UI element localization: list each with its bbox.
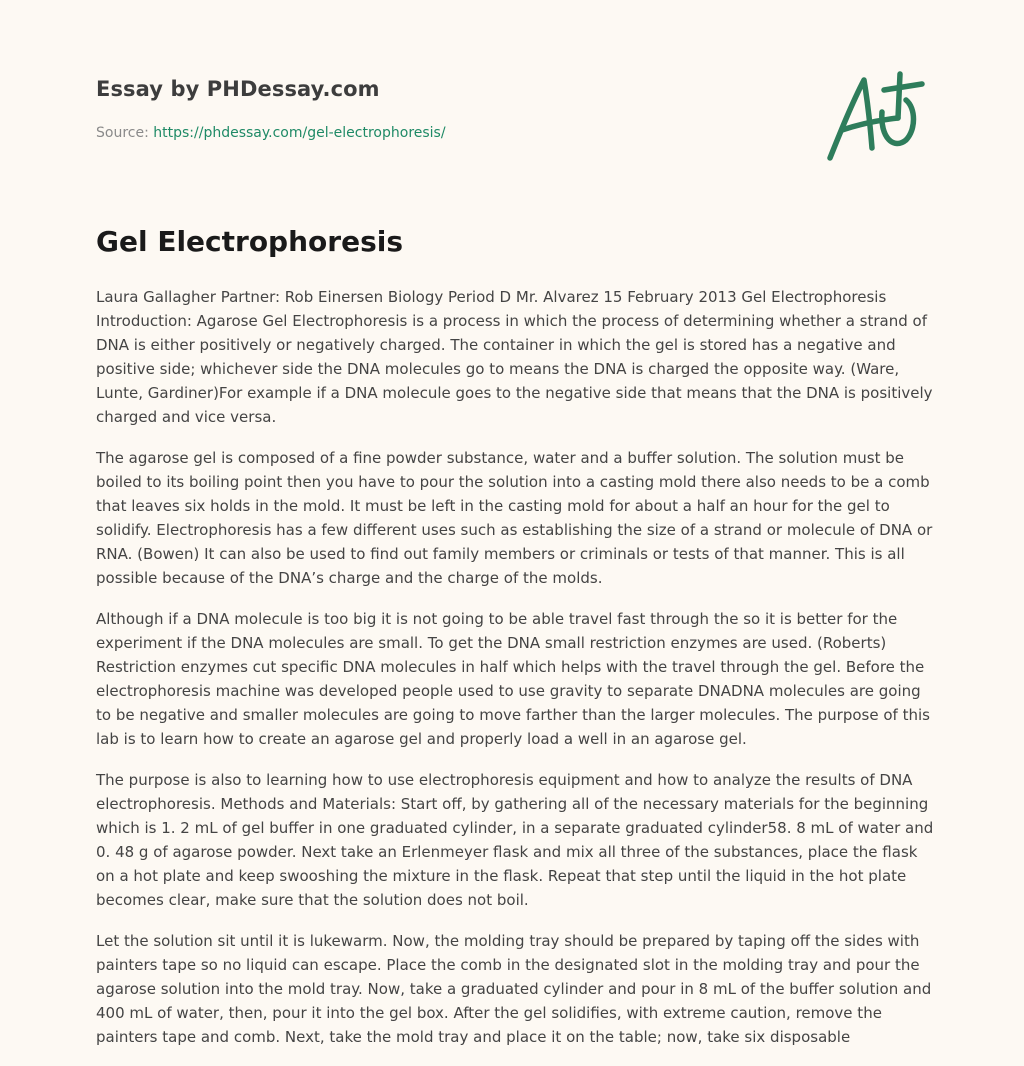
article-paragraph: Laura Gallagher Partner: Rob Einersen Biology Period D Mr. Alvarez 15 February 2013 Gel Electrophoresis Introduction: Agarose Gel Electrophoresis is a process in which the process of determining whether a strand of DNA is either positively or negatively charged. The container in which the gel is stored has a negative and positive side; whichever side the DNA molecules go to means the DNA is charged the opposite way. (Ware, Lunte, Gardiner)For example if a DNA molecule goes to the negative side that means that the DNA is positively charged and vice versa.	[96, 288, 933, 426]
article-paragraph: The purpose is also to learning how to use electrophoresis equipment and how to analyze the results of DNA electrophoresis. Methods and Materials: Start off, by gathering all of the necessary materials for the beginning which is 1. 2 mL of gel buffer in one graduated cylinder, in a separate graduated cylinder58. 8 mL of water and 0. 48 g of agarose powder. Next take an Erlenmeyer flask and mix all three of the substances, place the flask on a hot plate and keep swooshing the mixture in the flask. Repeat that step until the liquid in the hot plate becomes clear, make sure that the solution does not boil.	[96, 771, 934, 909]
article-paragraph: The agarose gel is composed of a fine powder substance, water and a buffer solution. The solution must be boiled to its boiling point then you have to pour the solution into a casting mold there also needs to be a comb that leaves six holds in the mold. It must be left in the casting mold for about a half an hour for the gel to solidify. Electrophoresis has a few different uses such as establishing the size of a strand or molecule of DNA or RNA. (Bowen) It can also be used to find out family members or criminals or tests of that manner. This is all possible because of the DNA’s charge and the charge of the molds.	[96, 449, 933, 587]
article-paragraph: Although if a DNA molecule is too big it is not going to be able travel fast through the so it is better for the experiment if the DNA molecules are small. To get the DNA small restriction enzymes are used. (Roberts) Restriction enzymes cut specific DNA molecules in half which helps with the travel through the gel. Before the electrophoresis machine was developed people used to use gravity to separate DNADNA molecules are going to be negative and smaller molecules are going to move farther than the larger molecules. The purpose of this lab is to learn how to create an agarose gel and properly load a well in an agarose gel.	[96, 610, 930, 748]
article-paragraph: Let the solution sit until it is lukewarm. Now, the molding tray should be prepared by taping off the sides with painters tape so no liquid can escape. Place the comb in the designated slot in the molding tray and pour the agarose solution into the mold tray. Now, take a graduated cylinder and pour in 8 mL of the buffer solution and 400 mL of water, then, pour it into the gel box. After the gel solidifies, with extreme caution, remove the painters tape and comb. Next, take the mold tray and place it on the table; now, take six disposable	[96, 932, 932, 1046]
article-body	[96, 285, 936, 1066]
source-label: Source:	[96, 125, 149, 141]
brand-title: Essay by PHDessay.com	[96, 77, 380, 101]
source-link[interactable]: https://phdessay.com/gel-electrophoresis/	[153, 125, 446, 141]
article-title: Gel Electrophoresis	[96, 225, 404, 258]
source-line	[96, 125, 446, 141]
a-plus-grade-icon	[820, 68, 930, 168]
